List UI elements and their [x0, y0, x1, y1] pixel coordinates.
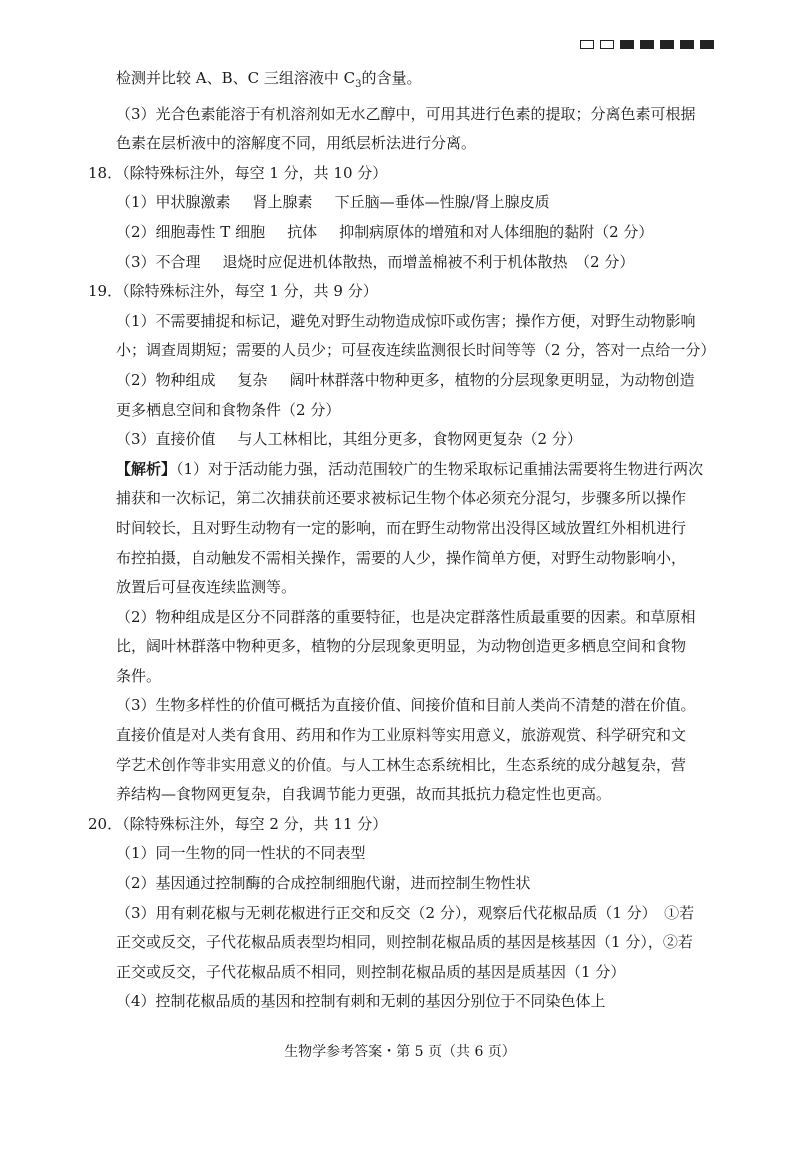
answer: （1）甲状腺激素 — [116, 193, 231, 212]
q18-heading: 18．（除特殊标注外，每空 1 分，共 10 分） — [88, 163, 388, 182]
q19-analysis-line: 养结构—食物网更复杂，自我调节能力更强，故而其抵抗力稳定性也更高。 — [116, 785, 612, 804]
q17-line-3: 色素在层析液中的溶解度不同，用纸层析法进行分离。 — [116, 134, 477, 153]
answer: 阔叶林群落中物种更多，植物的分层现象更明显，为动物创造 — [289, 370, 695, 389]
q19-analysis-line: （2）物种组成是区分不同群落的重要特征，也是决定群落性质最重要的因素。和草原相 — [116, 607, 696, 626]
q19-analysis-line: 比，阔叶林群落中物种更多，植物的分层现象更明显，为动物创造更多栖息空间和食物 — [116, 637, 687, 656]
q18-answer-2 — [88, 218, 724, 248]
answer: 退烧时应促进机体散热，而增盖棉被不利于机体散热 （2 分） — [222, 252, 635, 271]
answer: （3）直接价值 — [116, 430, 216, 449]
q19-analysis-line: 时间较长，且对野生动物有一定的影响，而在野生动物常出没得区域放置红外相机进行 — [116, 518, 687, 537]
header-mark — [660, 40, 674, 49]
answer: （2）细胞毒性 T 细胞 — [116, 222, 266, 241]
q19-heading: 19．（除特殊标注外，每空 1 分，共 9 分） — [88, 282, 378, 301]
q20-line: 正交或反交，子代花椒品质不相同，则控制花椒品质的基因是质基因（1 分） — [116, 962, 626, 981]
q18-answer-3 — [88, 248, 724, 278]
q19-analysis-line: 条件。 — [116, 666, 162, 685]
q19-analysis-line: 直接价值是对人类有食用、药用和作为工业原料等实用意义，旅游观赏、科学研究和文 — [116, 726, 687, 745]
q19-analysis-line: （3）生物多样性的价值可概括为直接价值、间接价值和目前人类尚不清楚的潜在价值。 — [116, 696, 696, 715]
header-mark — [680, 40, 694, 49]
header-marks — [580, 40, 714, 49]
q19-analysis-line: 放置后可昼夜连续监测等。 — [116, 578, 297, 597]
q18-answer-1 — [88, 188, 724, 218]
answer: （3）不合理 — [116, 252, 201, 271]
q19-analysis-line: 捕获和一次标记，第二次捕获前还要求被标记生物个体必须充分混匀，步骤多所以操作 — [116, 489, 687, 508]
header-mark — [620, 40, 634, 49]
q17-text: 的含量。 — [361, 69, 422, 87]
answer: （2）物种组成 — [116, 370, 216, 389]
q19-line: 小；调查周期短；需要的人员少；可昼夜连续监测很长时间等等（2 分，答对一点给一分） — [116, 341, 716, 360]
header-mark — [600, 40, 614, 49]
q20-line: （1）同一生物的同一性状的不同表型 — [116, 844, 366, 863]
header-mark — [640, 40, 654, 49]
q17-text: 检测并比较 A、B、C 三组溶液中 C — [116, 69, 356, 87]
q17-line-2: （3）光合色素能溶于有机溶剂如无水乙醇中，可用其进行色素的提取；分离色素可根据 — [116, 104, 696, 123]
answer: 抗体 — [287, 222, 318, 241]
q20-line: （2）基因通过控制酶的合成控制细胞代谢，进而控制生物性状 — [116, 874, 531, 893]
q19-line — [88, 366, 724, 396]
q19-line: （1）不需要捕捉和标记，避免对野生动物造成惊吓或伤害；操作方便，对野生动物影响 — [116, 311, 696, 330]
q19-line: 更多栖息空间和食物条件（2 分） — [116, 400, 341, 419]
answer: 肾上腺素 — [252, 193, 313, 212]
analysis-text: （1）对于活动能力强，活动范围较广的生物采取标记重捕法需要将生物进行两次 — [176, 459, 704, 478]
page-footer: 生物学参考答案・第 5 页（共 6 页） — [284, 1044, 516, 1060]
q17-line-1 — [88, 64, 724, 100]
q20-line: （3）用有刺花椒与无刺花椒进行正交和反交（2 分），观察后代花椒品质（1 分） ①若 — [116, 903, 695, 922]
answer: 复杂 — [237, 370, 268, 389]
answer-page — [88, 64, 724, 1017]
answer: 下丘脑—垂体—性腺/肾上腺皮质 — [334, 193, 550, 212]
q20-line: （4）控制花椒品质的基因和控制有刺和无刺的基因分别位于不同染色体上 — [116, 992, 606, 1011]
header-mark — [700, 40, 714, 49]
q20-heading: 20．（除特殊标注外，每空 2 分，共 11 分） — [88, 814, 388, 833]
q19-analysis-line — [88, 455, 724, 485]
header-mark — [580, 40, 594, 49]
subscript: 3 — [355, 79, 362, 90]
q19-analysis-line: 布控拍摄，自动触发不需相关操作，需要的人少，操作简单方便，对野生动物影响小， — [116, 548, 687, 567]
q19-analysis-line: 学艺术创作等非实用意义的价值。与人工林生态系统相比，生态系统的成分越复杂，营 — [116, 755, 687, 774]
answer: 抑制病原体的增殖和对人体细胞的黏附（2 分） — [339, 222, 654, 241]
q20-line: 正交或反交，子代花椒品质表型均相同，则控制花椒品质的基因是核基因（1 分），②若 — [116, 933, 693, 952]
answer: 与人工林相比，其组分更多，食物网更复杂（2 分） — [237, 430, 582, 449]
q19-line — [88, 425, 724, 455]
analysis-label: 【解析】 — [116, 459, 177, 478]
